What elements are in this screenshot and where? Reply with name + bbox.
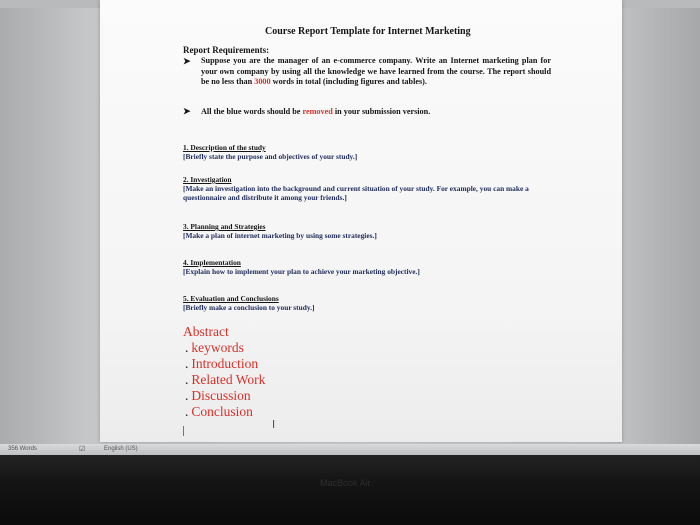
outline-item-label: Conclusion: [191, 404, 253, 419]
requirement-1-text-a: Suppose you are the manager of an e-commerce company. Write an Internet marketing plan for your own company by using all the knowledge we have learned from the course. The report should be no less than: [201, 56, 551, 86]
outline-item: [183, 404, 265, 420]
section-heading: 5. Evaluation and Conclusions: [183, 294, 279, 303]
requirement-1: [201, 56, 551, 88]
section-instruction: [Explain how to implement your plan to achieve your marketing objective.]: [183, 267, 420, 276]
language-indicator[interactable]: English (US): [104, 446, 138, 452]
section-implementation: [183, 258, 420, 276]
section-instruction: [Briefly state the purpose and objectives of your study.]: [183, 152, 358, 161]
outline-item: [183, 340, 265, 356]
ibeam-cursor-icon: I: [272, 418, 276, 431]
outline-item: [183, 372, 265, 388]
text-caret: [183, 426, 184, 436]
section-investigation: [183, 175, 545, 202]
requirement-2-text-a: All the blue words should be: [201, 107, 303, 116]
outline-bullet: .: [185, 356, 189, 371]
outline-item: [183, 356, 265, 372]
outline-item-label: keywords: [191, 340, 244, 355]
status-bar: [0, 444, 700, 455]
document-title: Course Report Template for Internet Marketing: [265, 26, 471, 37]
outline-item: [183, 388, 265, 404]
section-heading: 4. Implementation: [183, 258, 241, 267]
section-heading: 1. Description of the study: [183, 143, 266, 152]
proofing-icon[interactable]: ☑: [79, 446, 86, 453]
laptop-bezel: [0, 455, 700, 525]
word-count-highlight: 3000: [254, 77, 271, 86]
section-planning: [183, 222, 377, 240]
requirement-2-text-b: in your submission version.: [332, 107, 431, 116]
outline-bullet: .: [185, 372, 189, 387]
outline-item-label: Discussion: [191, 388, 251, 403]
section-description: [183, 143, 357, 161]
outline-bullet: .: [185, 388, 189, 403]
requirement-1-text-b: words in total (including figures and tables).: [270, 77, 427, 86]
outline-title: Abstract: [183, 324, 229, 339]
outline-list: [183, 324, 265, 420]
section-heading: 2. Investigation: [183, 175, 232, 184]
section-instruction: [Briefly make a conclusion to your study.]: [183, 303, 315, 312]
section-instruction: [Make a plan of internet marketing by using some strategies.]: [183, 231, 377, 240]
outline-item-label: Related Work: [191, 372, 266, 387]
bullet-arrow-icon: ➤: [183, 56, 191, 66]
word-count[interactable]: 356 Words: [8, 446, 37, 452]
section-heading: 3. Planning and Strategies: [183, 222, 266, 231]
outline-item-label: Introduction: [191, 356, 259, 371]
requirement-2: [201, 107, 430, 116]
outline-bullet: .: [185, 340, 189, 355]
removed-highlight: removed: [302, 107, 333, 116]
device-brand: MacBook Air: [320, 478, 371, 488]
requirements-heading: Report Requirements:: [183, 45, 270, 55]
bullet-arrow-icon: ➤: [183, 106, 191, 116]
section-evaluation: [183, 294, 314, 312]
outline-bullet: .: [185, 404, 189, 419]
section-instruction: [Make an investigation into the background and current situation of your study. For example, you can make a questionnaire and distribute it among your friends.]: [183, 184, 529, 202]
